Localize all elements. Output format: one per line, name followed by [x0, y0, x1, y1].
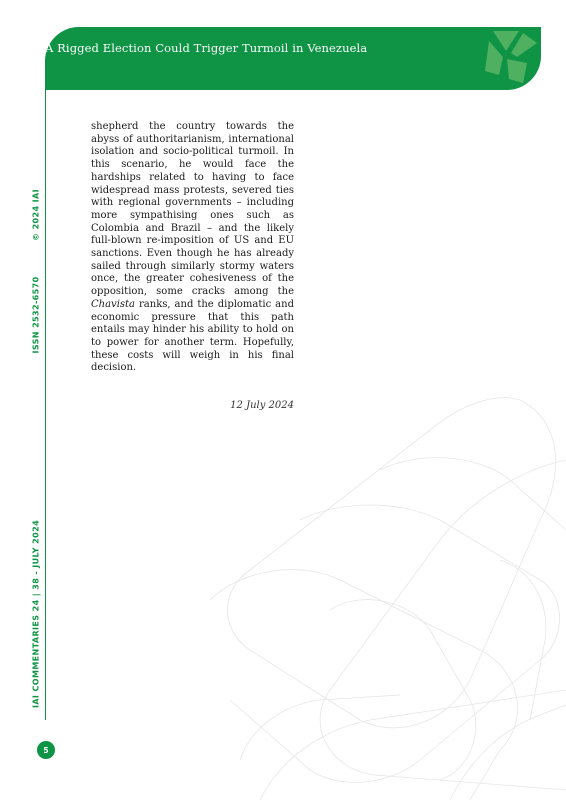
copyright-label: © 2024 IAI	[31, 189, 41, 241]
left-green-rule	[45, 90, 46, 720]
header-band	[45, 27, 541, 90]
body-text-part-2: ranks, and the diplomatic and economic pressure that this path entails may hinder his ability to hold on to power for another term. Hopefully, these costs will weigh in his final decision.	[91, 298, 294, 374]
body-paragraph	[91, 121, 294, 375]
publication-date: 12 July 2024	[230, 400, 294, 411]
issn-label: ISSN 2532-6570	[31, 276, 41, 354]
series-label: IAI COMMENTARIES 24 | 38 - JULY 2024	[31, 519, 41, 709]
body-text-part-1: shepherd the country towards the abyss of authoritarianism, international isolation and socio-political turmoil. In this scenario, he would face the hardships related to having to face widespread mass protests, severed ties with regional governments – including more sympathising ones such as Colombia and Brazil – and the likely full-blown re-imposition of US and EU sanctions. Even though he has already sailed through similarly stormy waters once, the greater cohesiveness of the opposition, some cracks among the	[91, 121, 294, 298]
page-number-badge: 5	[37, 741, 55, 759]
chavista-term: Chavista	[91, 298, 136, 310]
page-header-title: A Rigged Election Could Trigger Turmoil in Venezuela	[45, 41, 368, 55]
iai-logo-icon	[461, 27, 541, 90]
